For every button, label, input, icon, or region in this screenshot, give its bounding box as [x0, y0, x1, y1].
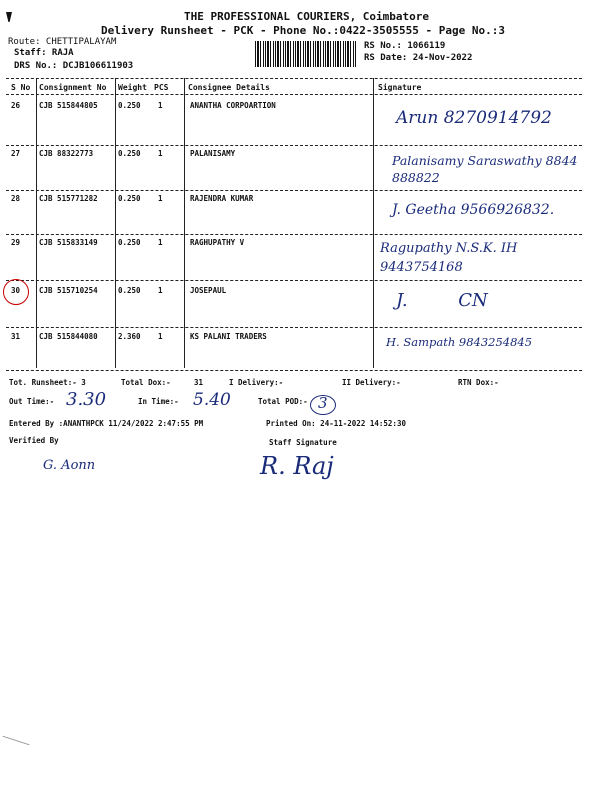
- out-time-value: 3.30: [66, 389, 107, 410]
- row-pcs: 1: [158, 286, 163, 295]
- row-consignee: RAGHUPATHY V: [190, 238, 245, 247]
- row-signature: H. Sampath 9843254845: [386, 335, 533, 349]
- row-sno: 31: [11, 332, 21, 341]
- ii-delivery: II Delivery:-: [342, 378, 401, 387]
- row-consignment: CJB 515844805: [39, 101, 98, 110]
- row-divider: [6, 280, 582, 281]
- row-consignment: CJB 88322773: [39, 149, 94, 158]
- row-sno: 29: [11, 238, 21, 247]
- row-weight: 0.250: [118, 194, 141, 203]
- in-time-value: 5.40: [193, 390, 231, 410]
- row-signature: Arun 8270914792: [396, 108, 552, 128]
- scan-mark: [3, 736, 30, 746]
- row-weight: 0.250: [118, 286, 141, 295]
- row-sno: 28: [11, 194, 21, 203]
- row-sno: 30: [11, 286, 21, 295]
- table-header-rule: [6, 94, 582, 95]
- row-consignment: CJB 515710254: [39, 286, 98, 295]
- row-pcs: 1: [158, 149, 163, 158]
- drs-number: DRS No.: DCJB106611903: [14, 61, 134, 71]
- row-consignee: ANANTHA CORPOARTION: [190, 101, 276, 110]
- column-divider: [36, 78, 37, 368]
- row-pcs: 1: [158, 332, 163, 341]
- row-weight: 0.250: [118, 238, 141, 247]
- in-time-label: In Time:-: [138, 397, 179, 406]
- header-signature: Signature: [378, 83, 422, 92]
- row-consignee: PALANISAMY: [190, 149, 236, 158]
- company-name: THE PROFESSIONAL COURIERS, Coimbatore: [184, 10, 430, 23]
- row-sno: 26: [11, 101, 21, 110]
- row-weight: 2.360: [118, 332, 141, 341]
- total-runsheet: Tot. Runsheet:- 3: [9, 378, 86, 387]
- staff-signature: R. Raj: [260, 452, 334, 480]
- table-bottom-rule: [6, 370, 582, 371]
- row-consignee: KS PALANI TRADERS: [190, 332, 267, 341]
- staff-signature-label: Staff Signature: [269, 438, 337, 447]
- rs-date: RS Date: 24-Nov-2022: [364, 53, 473, 63]
- verified-by-label: Verified By: [9, 436, 59, 445]
- row-sno: 27: [11, 149, 21, 158]
- barcode-image: [255, 41, 357, 67]
- rs-number: RS No.: 1066119: [364, 41, 446, 51]
- rtn-dox: RTN Dox:-: [458, 378, 499, 387]
- column-divider: [373, 78, 374, 368]
- verified-by-signature: G. Aonn: [43, 458, 96, 473]
- route-label: Route: CHETTIPALAYAM: [8, 37, 117, 47]
- header-consignee: Consignee Details: [188, 83, 270, 92]
- header-weight: Weight: [118, 83, 147, 92]
- out-time-label: Out Time:-: [9, 397, 55, 406]
- row-signature: J. CN: [396, 290, 488, 311]
- header-pcs: PCS: [154, 83, 169, 92]
- total-dox-value: 31: [194, 378, 204, 387]
- header-sno: S No: [11, 83, 31, 92]
- row-pcs: 1: [158, 238, 163, 247]
- column-divider: [184, 78, 185, 368]
- entered-by: Entered By :ANANTHPCK 11/24/2022 2:47:55 PM: [9, 419, 204, 428]
- table-top-rule: [6, 78, 582, 79]
- total-dox-label: Total Dox:-: [121, 378, 171, 387]
- row-consignee: RAJENDRA KUMAR: [190, 194, 254, 203]
- total-pod-label: Total POD:-: [258, 397, 308, 406]
- row-signature: Ragupathy N.S.K. IH 9443754168: [380, 241, 518, 275]
- row-signature: Palanisamy Saraswathy 8844 888822: [392, 153, 578, 185]
- row-consignment: CJB 515771282: [39, 194, 98, 203]
- header-consignment: Consignment No: [39, 83, 107, 92]
- tick-mark-icon: [6, 12, 12, 22]
- row-pcs: 1: [158, 101, 163, 110]
- i-delivery: I Delivery:-: [229, 378, 284, 387]
- row-signature: J. Geetha 9566926832.: [392, 202, 555, 218]
- row-pcs: 1: [158, 194, 163, 203]
- row-divider: [6, 234, 582, 235]
- column-divider: [115, 78, 116, 368]
- printed-on: Printed On: 24-11-2022 14:52:30: [266, 419, 406, 428]
- staff-label: Staff: RAJA: [14, 48, 74, 58]
- row-consignment: CJB 515833149: [39, 238, 98, 247]
- row-consignment: CJB 515844080: [39, 332, 98, 341]
- row-divider: [6, 327, 582, 328]
- row-divider: [6, 145, 582, 146]
- row-divider: [6, 190, 582, 191]
- row-consignee: JOSEPAUL: [190, 286, 227, 295]
- runsheet-title: Delivery Runsheet - PCK - Phone No.:0422-3505555 - Page No.:3: [101, 24, 505, 37]
- total-pod-value: 3: [318, 394, 328, 412]
- row-weight: 0.250: [118, 149, 141, 158]
- row-weight: 0.250: [118, 101, 141, 110]
